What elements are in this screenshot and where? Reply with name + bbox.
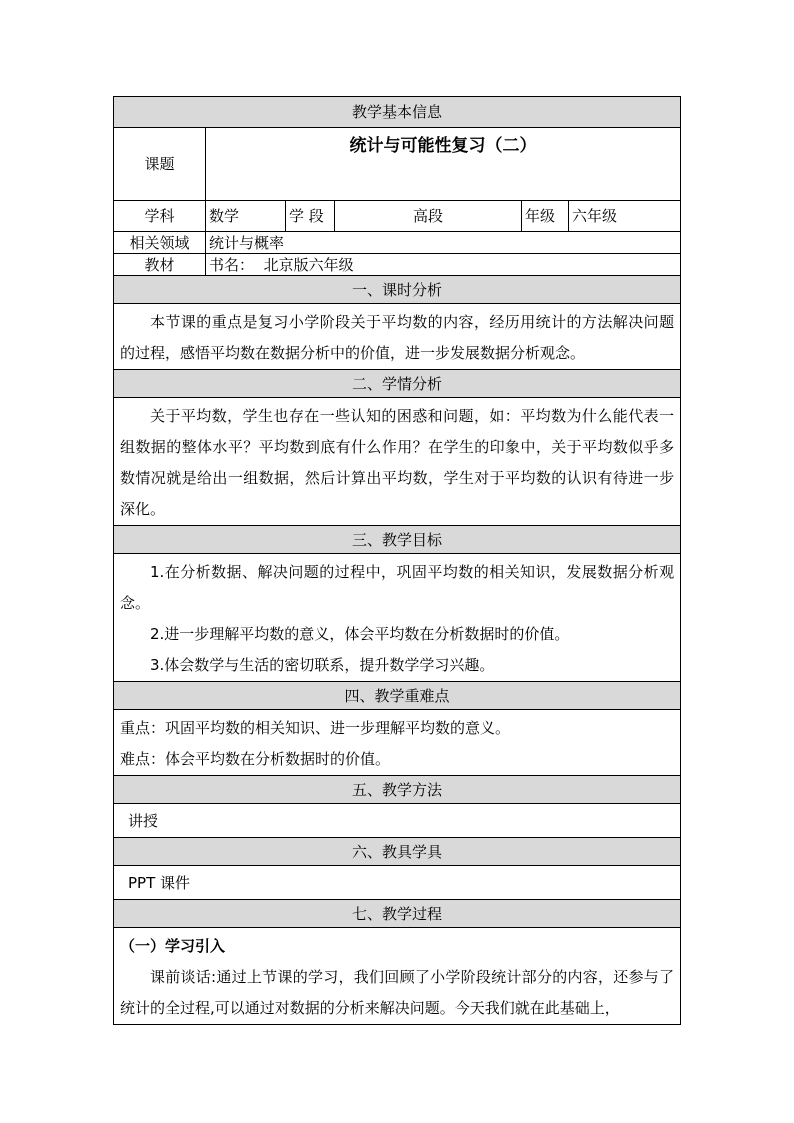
section-header: 六、教具学具	[114, 838, 681, 866]
objective-item: 3.体会数学与生活的密切联系，提升数学学习兴趣。	[150, 656, 495, 674]
grade-label: 年级	[522, 201, 569, 232]
stage-label: 学 段	[286, 201, 335, 232]
student-analysis-text: 关于平均数，学生也存在一些认知的困惑和问题，如：平均数为什么能代表一组数据的整体水平？平均数到底有什么作用？在学生的印象中，关于平均数似乎多数情况就是给出一组数据，然后计算出平均数，学生对于平均数的认识有待进一步深化。	[114, 398, 681, 526]
subject-label: 学科	[114, 201, 206, 232]
process-cell	[114, 928, 681, 1025]
objectives-cell	[114, 554, 681, 682]
lesson-title: 统计与可能性复习（二）	[206, 128, 681, 201]
objective-item: 2.进一步理解平均数的意义，体会平均数在分析数据时的价值。	[150, 625, 570, 643]
textbook-prefix: 书名：	[209, 255, 255, 274]
field-value: 统计与概率	[206, 232, 681, 254]
key-point-text: 重点：巩固平均数的相关知识、进一步理解平均数的意义。	[120, 719, 511, 737]
subject-value: 数学	[206, 201, 286, 232]
process-text: 课前谈话:通过上节课的学习，我们回顾了小学阶段统计部分的内容，还参与了统计的全过程,可以通过对数据的分析来解决问题。今天我们就在此基础上，	[120, 968, 675, 1017]
difficulty-text: 难点：体会平均数在分析数据时的价值。	[120, 750, 391, 768]
lesson-plan-page	[113, 96, 680, 1025]
section-header: 一、课时分析	[114, 276, 681, 304]
section-header: 五、教学方法	[114, 776, 681, 804]
stage-value: 高段	[335, 201, 522, 232]
section-header: 七、教学过程	[114, 900, 681, 928]
section-header: 三、教学目标	[114, 526, 681, 554]
topic-label: 课题	[114, 128, 206, 201]
objective-item: 1.在分析数据、解决问题的过程中，巩固平均数的相关知识，发展数据分析观念。	[120, 563, 675, 612]
textbook-label: 教材	[114, 254, 206, 276]
section-header: 二、学情分析	[114, 370, 681, 398]
lesson-analysis-text: 本节课的重点是复习小学阶段关于平均数的内容，经历用统计的方法解决问题的过程，感悟平均数在数据分析中的价值，进一步发展数据分析观念。	[114, 304, 681, 370]
field-label: 相关领域	[114, 232, 206, 254]
section-header: 四、教学重难点	[114, 682, 681, 710]
basic-info-header: 教学基本信息	[114, 97, 681, 128]
materials-text: PPT 课件	[114, 866, 681, 900]
method-text: 讲授	[114, 804, 681, 838]
process-subheading: （一）学习引入	[120, 937, 226, 955]
textbook-value: 北京版六年级	[263, 255, 354, 274]
textbook-cell	[206, 254, 681, 276]
lesson-info-table	[113, 96, 681, 1025]
key-points-cell	[114, 710, 681, 776]
grade-value: 六年级	[569, 201, 681, 232]
